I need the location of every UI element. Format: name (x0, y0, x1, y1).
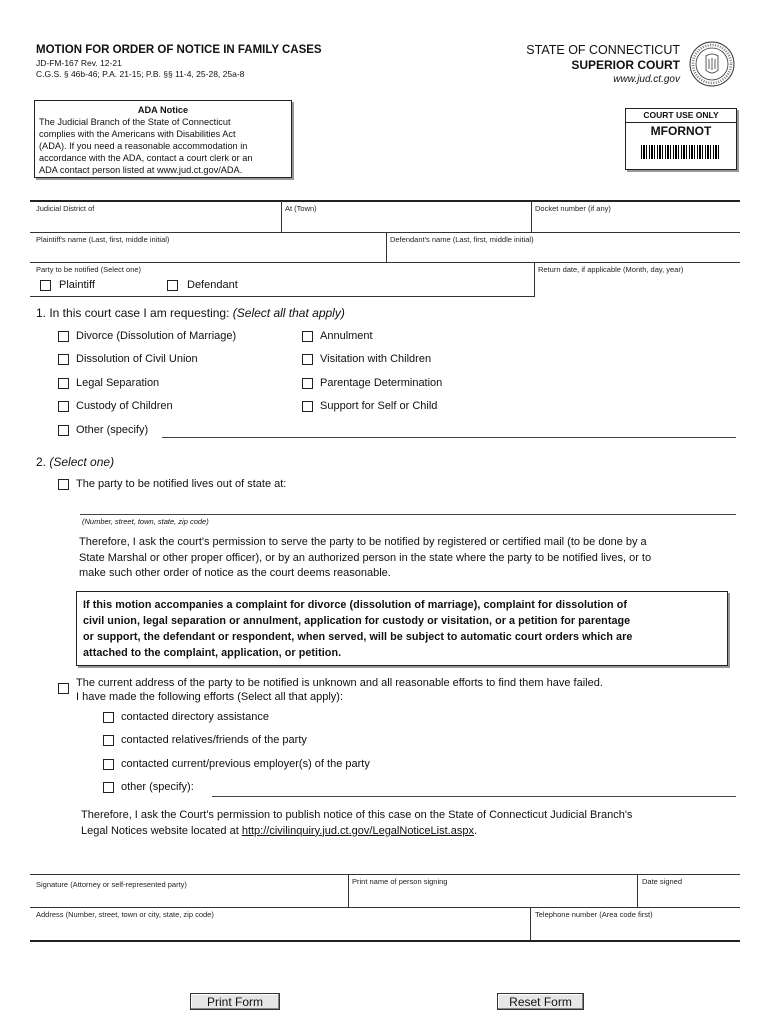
ada-notice-box (34, 100, 292, 178)
judicial-district-input[interactable] (34, 214, 278, 230)
date-signed-label: Date signed (642, 877, 683, 886)
request-option-checkbox[interactable] (302, 401, 313, 412)
request-option-label: Parentage Determination (320, 376, 443, 389)
address-unknown-text: The current address of the party to be notified is unknown and all reasonable efforts to find them have failed. I have made the following efforts (Select all that apply): (76, 677, 603, 703)
effort-option-label: contacted relatives/friends of the party (121, 734, 307, 747)
request-option-checkbox[interactable] (58, 401, 69, 412)
docket-label: Docket number (if any) (535, 204, 611, 213)
request-option-label: Custody of Children (76, 400, 173, 413)
publish-paragraph: Therefore, I ask the Court's permission to publish notice of this case on the State of Connecticut Judicial Branch's Legal Notices website located at http://civilinquiry.jud.ct.gov/LegalNoticeList.aspx. (81, 809, 633, 837)
print-name-input[interactable] (352, 888, 634, 904)
docket-input[interactable] (534, 214, 738, 230)
website: www.jud.ct.gov (613, 74, 680, 85)
address-unknown-checkbox[interactable] (58, 683, 69, 694)
effort-option-label: contacted directory assistance (121, 711, 269, 723)
statutes: C.G.S. § 46b-46; P.A. 21-15; P.B. §§ 11-4, 25-28, 25a-8 (36, 69, 245, 79)
form-title: MOTION FOR ORDER OF NOTICE IN FAMILY CASES (36, 44, 322, 56)
section1-heading: 1. In this court case I am requesting: (Select all that apply) (36, 306, 345, 320)
request-option-label: Divorce (Dissolution of Marriage) (76, 330, 237, 342)
request-option-checkbox[interactable] (58, 425, 69, 436)
judicial-district-label: Judicial District of (36, 204, 95, 213)
plaintiff-name-input[interactable] (34, 245, 382, 260)
request-option-checkbox[interactable] (302, 354, 313, 365)
other-specify-input[interactable] (212, 780, 736, 795)
section2-heading: 2. (Select one) (36, 455, 115, 469)
effort-option-checkbox[interactable] (103, 759, 114, 770)
at-town-label: At (Town) (285, 204, 317, 213)
court-use-label: COURT USE ONLY (626, 109, 736, 123)
ada-title: ADA Notice (137, 105, 189, 115)
form-id: JD-FM-167 Rev. 12-21 (36, 58, 122, 68)
court-use-box (625, 108, 737, 170)
request-option-checkbox[interactable] (58, 354, 69, 365)
party-notified-label: Party to be notified (Select one) (36, 265, 142, 274)
out-of-state-address-input[interactable] (80, 495, 736, 512)
print-name-label: Print name of person signing (352, 877, 448, 886)
request-option-checkbox[interactable] (302, 331, 313, 342)
ada-line: ADA contact person listed at www.jud.ct.gov/ADA. (39, 165, 243, 175)
effort-option-label: contacted current/previous employer(s) of the party (121, 757, 370, 770)
request-option-checkbox[interactable] (58, 331, 69, 342)
effort-option-checkbox[interactable] (103, 712, 114, 723)
out-of-state-checkbox[interactable] (58, 479, 69, 490)
ada-line: The Judicial Branch of the State of Connecticut (39, 117, 231, 127)
signature-label: Signature (Attorney or self-represented party) (36, 880, 187, 889)
state-name: STATE OF CONNECTICUT (526, 43, 680, 57)
return-date-label: Return date, if applicable (Month, day, year) (538, 265, 684, 274)
request-option-checkbox[interactable] (58, 378, 69, 389)
defendant-name-input[interactable] (390, 245, 738, 260)
out-of-state-label: The party to be notified lives out of state at: (76, 478, 287, 490)
barcode-icon (641, 145, 721, 159)
request-option-label: Annulment (320, 330, 373, 342)
plaintiff-checkbox[interactable] (40, 280, 51, 291)
effort-option-label: other (specify): (121, 780, 194, 793)
address-input[interactable] (34, 921, 527, 937)
telephone-input[interactable] (534, 921, 736, 937)
request-option-label: Dissolution of Civil Union (76, 353, 198, 366)
print-form-button[interactable]: Print Form (190, 993, 280, 1010)
address-label: Address (Number, street, town or city, state, zip code) (36, 910, 214, 919)
town-input[interactable] (284, 214, 528, 230)
automatic-orders-notice: If this motion accompanies a complaint for divorce (dissolution of marriage), complaint for dissolution of civil union, legal separation or annulment, application for custody or visitation, or a petition for parentage or support, the defendant or respondent, when served, will be subject to automatic court orders which are attached to the complaint, application, or petition. (76, 591, 728, 666)
effort-option-checkbox[interactable] (103, 735, 114, 746)
service-paragraph: Therefore, I ask the court's permission to serve the party to be notified by registered or certified mail (to be done by a State Marshal or other proper officer), or by an authorized person in the state where the party to be notified lives, or to make such other order of notice as the court deems reasonable. (79, 536, 652, 579)
request-option-label: Other (specify) (76, 423, 149, 436)
return-date-input[interactable] (538, 276, 736, 292)
state-seal-icon (688, 40, 736, 88)
defendant-checkbox[interactable] (167, 280, 178, 291)
defendant-label: Defendant (187, 279, 238, 291)
ada-line: accordance with the ADA, contact a court clerk or an (39, 153, 253, 163)
request-option-label: Support for Self or Child (320, 400, 438, 413)
date-signed-input[interactable] (641, 888, 737, 904)
reset-form-button[interactable]: Reset Form (497, 993, 584, 1010)
request-option-checkbox[interactable] (302, 378, 313, 389)
ada-line: (ADA). If you need a reasonable accommodation in (39, 141, 248, 151)
effort-option-checkbox[interactable] (103, 782, 114, 793)
plaintiff-name-label: Plaintiff's name (Last, first, middle initial) (36, 235, 170, 244)
defendant-name-label: Defendant's name (Last, first, middle initial) (390, 235, 534, 244)
telephone-label: Telephone number (Area code first) (535, 910, 653, 919)
address-hint: (Number, street, town, state, zip code) (82, 517, 209, 526)
form-code: MFORNOT (650, 124, 712, 138)
legal-notices-link[interactable]: http://civilinquiry.jud.ct.gov/LegalNoticeList.aspx (241, 824, 474, 837)
ada-line: complies with the Americans with Disabilities Act (39, 129, 236, 139)
plaintiff-label: Plaintiff (59, 279, 95, 291)
court-name: SUPERIOR COURT (571, 58, 680, 72)
request-option-label: Legal Separation (76, 376, 160, 389)
request-option-label: Visitation with Children (320, 353, 432, 366)
